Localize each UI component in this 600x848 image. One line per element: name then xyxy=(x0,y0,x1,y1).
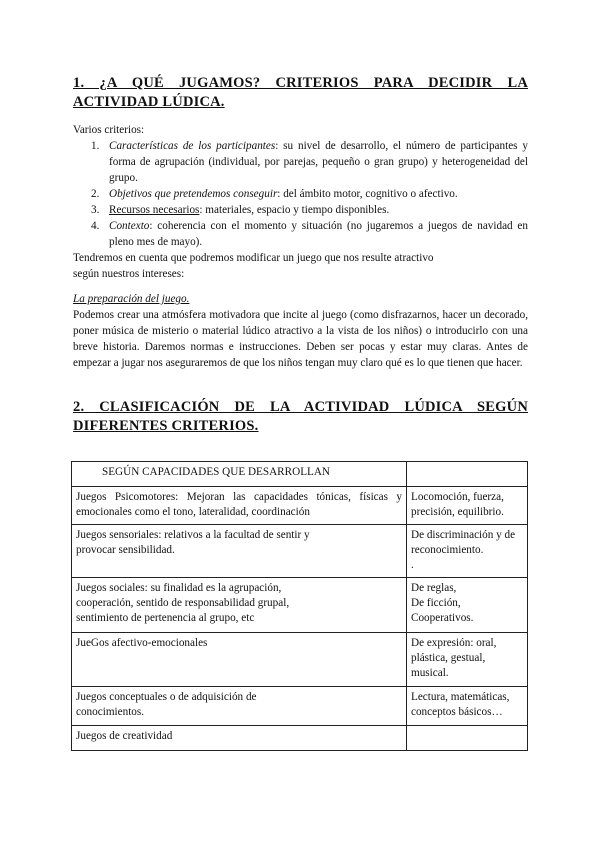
table-cell-examples xyxy=(407,726,528,751)
table-cell-line: Juegos sociales: su finalidad es la agrupación, xyxy=(76,582,282,594)
table-cell-line: De reglas, xyxy=(411,582,457,594)
table-row xyxy=(72,487,528,525)
criteria-item xyxy=(73,186,528,202)
section-1-title-line-1: 1. ¿A QUÉ JUGAMOS? CRITERIOS PARA DECIDIR LA xyxy=(73,75,528,91)
criteria-number: 2. xyxy=(91,188,100,200)
table-cell-line: De discriminación y de xyxy=(411,529,516,541)
table-header-row xyxy=(72,462,528,487)
table-row xyxy=(72,525,528,578)
capacities-table xyxy=(71,461,528,751)
table-cell-line: reconocimiento. xyxy=(411,544,484,556)
table-cell-line: cooperación, sentido de responsabilidad grupal, xyxy=(76,597,290,609)
section-1-title-line-2: ACTIVIDAD LÚDICA. xyxy=(73,94,225,110)
table-cell-line: Juegos de creatividad xyxy=(76,730,173,742)
table-cell-line: De ficción, xyxy=(411,597,461,609)
table-header-cell: SEGÚN CAPACIDADES QUE DESARROLLAN xyxy=(72,462,407,487)
table-header-empty-cell xyxy=(407,462,528,487)
table-row xyxy=(72,726,528,751)
takeaway-paragraph xyxy=(73,250,493,282)
table-cell-line: plástica, gestual, xyxy=(411,652,486,664)
criteria-list xyxy=(73,138,528,250)
section-2-title-line-2: DIFERENTES CRITERIOS. xyxy=(73,418,259,434)
table-cell-examples xyxy=(407,687,528,726)
criteria-description: : su nivel de desarrollo, el número de participantes y forma de agrupación (individual, por parejas, pequeño o gran grupo) y heterogeneidad del grupo. xyxy=(109,140,528,184)
table-cell-game-type xyxy=(72,578,407,633)
table-cell-game-type xyxy=(72,726,407,751)
criteria-number: 3. xyxy=(91,204,100,216)
criteria-item xyxy=(73,202,528,218)
table-cell-line: musical. xyxy=(411,667,449,679)
criteria-term: Objetivos que pretendemos conseguir xyxy=(109,188,278,200)
table-cell-line: conceptos básicos… xyxy=(411,706,503,718)
table-cell-game-type xyxy=(72,633,407,687)
criteria-term: Contexto xyxy=(109,220,150,232)
section-1-title xyxy=(73,74,528,112)
table-cell-game-type xyxy=(72,687,407,726)
table-cell-examples xyxy=(407,525,528,578)
table-cell-examples xyxy=(407,633,528,687)
table-cell-game-type: Juegos Psicomotores: Mejoran las capacidades tónicas, físicas y emocionales como el tono, lateralidad, coordinación xyxy=(72,487,407,525)
table-cell-line: provocar sensibilidad. xyxy=(76,544,175,556)
criteria-item xyxy=(73,218,528,250)
table-cell-line: De expresión: oral, xyxy=(411,637,497,649)
criteria-number: 1. xyxy=(91,140,100,152)
section-2-title-line-1: 2. CLASIFICACIÓN DE LA ACTIVIDAD LÚDICA SEGÚN xyxy=(73,399,528,415)
table-cell-line: Locomoción, fuerza, xyxy=(411,491,504,503)
criteria-description: : coherencia con el momento y situación (no jugaremos a juegos de navidad en pleno mes de mayo). xyxy=(109,220,528,248)
criteria-term: Recursos necesarios xyxy=(109,204,200,216)
criteria-number: 4. xyxy=(91,220,100,232)
takeaway-line-1: Tendremos en cuenta que podremos modificar un juego que nos resulte atractivo xyxy=(73,252,434,264)
table-cell-line: conocimientos. xyxy=(76,706,145,718)
preparation-body: Podemos crear una atmósfera motivadora que incite al juego (como disfrazarnos, hacer un decorado, poner música de misterio o material lúdico atractivo a la vista de los niños) o introducirlo con una breve historia. Daremos normas e instrucciones. Deben ser pocas y estar muy claras. Antes de empezar a jugar nos aseguraremos de que los niños tengan muy claro qué es lo que tienen que hacer. xyxy=(73,309,528,369)
criteria-description: : del ámbito motor, cognitivo o afectivo. xyxy=(277,188,458,200)
preparation-title: La preparación del juego. xyxy=(73,293,190,305)
criteria-item xyxy=(73,138,528,186)
section-2-title xyxy=(73,398,528,436)
table-cell-examples xyxy=(407,578,528,633)
criteria-intro: Varios criterios: xyxy=(73,124,145,136)
table-row xyxy=(72,578,528,633)
table-cell-line: Juegos sensoriales: relativos a la facultad de sentir y xyxy=(76,529,310,541)
table-cell-line: Juegos conceptuales o de adquisición de xyxy=(76,691,257,703)
table-cell-line: JueGos afectivo-emocionales xyxy=(76,637,208,649)
takeaway-line-2: según nuestros intereses: xyxy=(73,268,185,280)
table-cell-examples xyxy=(407,487,528,525)
table-cell-line: Lectura, matemáticas, xyxy=(411,691,510,703)
table-cell-line: precisión, equilibrio. xyxy=(411,506,504,518)
table-cell-line: . xyxy=(411,559,414,571)
table-cell-line: Cooperativos. xyxy=(411,612,474,624)
table-cell-line: sentimiento de pertenencia al grupo, etc xyxy=(76,612,255,624)
table-cell-game-type xyxy=(72,525,407,578)
table-row xyxy=(72,633,528,687)
table-row xyxy=(72,687,528,726)
criteria-description: : materiales, espacio y tiempo disponibles. xyxy=(199,204,390,216)
criteria-term: Características de los participantes xyxy=(109,140,276,152)
